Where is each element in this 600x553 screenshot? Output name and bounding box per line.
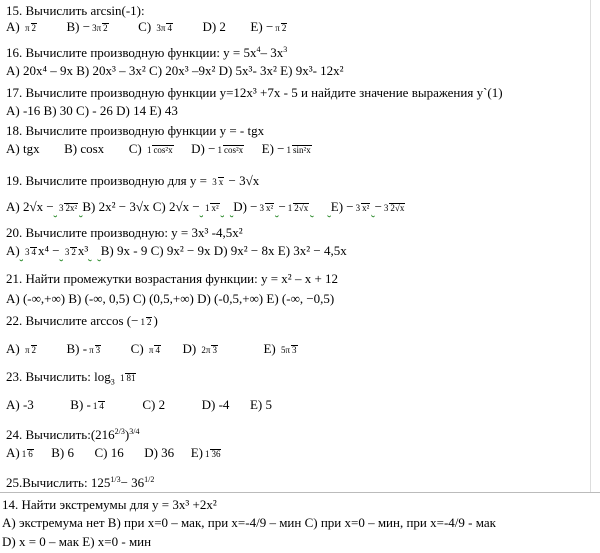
fraction: π 3	[89, 344, 101, 355]
question-17: 17. Вычислите производную функции y=12x³ +7x - 5 и найдите значение выражения y`(1)	[6, 85, 503, 100]
question-23: 23. Вычислить: $\log_3 1$ 81	[6, 369, 136, 387]
question-19: 19. Вычислите производную для y = 3 x − 3√x	[6, 173, 260, 188]
question-21: 21. Найти промежутки возрастания функции: y = x² – x + 12	[6, 271, 339, 286]
fraction: 3 x	[212, 176, 224, 187]
question-25: 25.Вычислить: $125^{1/3}- 36^{1/2}$	[6, 475, 155, 491]
fraction: 3 x²	[355, 202, 370, 213]
divider	[0, 492, 600, 493]
question-17-answers: A) -16 B) 30 C) - 26 D) 14 E) 43	[6, 103, 178, 118]
question-21-answers: A) (-∞,+∞) B) (-∞, 0,5) C) (0,5,+∞) D) (-0,5,+∞) E) (-∞, −0,5)	[6, 291, 335, 306]
question-18: 18. Вычислите производную функции y = - tgx	[6, 123, 265, 138]
fraction: 1 4	[92, 400, 104, 411]
fraction: 1 cos²x	[217, 144, 244, 155]
fraction: 1 81	[119, 372, 136, 383]
question-15-answers: A) π 2 B) − 3π 2 C) 3π 4 D) 2 E) − π 2	[6, 19, 287, 34]
fraction: 1 36	[204, 448, 221, 459]
fraction: 5π 3	[281, 344, 297, 355]
fraction: 1 6	[21, 448, 33, 459]
question-20: 20. Вычислите производную: y = 3x³ -4,5x²	[6, 225, 243, 240]
fraction: π 4	[148, 344, 160, 355]
question-title: 15. Вычислить arcsin(-1):	[6, 3, 145, 18]
fraction: π 2	[275, 22, 287, 33]
question-15	[6, 4, 145, 17]
fraction: 3 x²	[259, 202, 274, 213]
question-23-answers: A) -3 B) - 1 4 C) 2 D) -4 E) 5	[6, 397, 272, 412]
question-19-answers: A) 2√x − 3 2x² B) 2x² − 3√x C) 2√x − 1 x² D) − 3 x² − 1 2√x E) − 3 x² − 3 2√x	[6, 199, 405, 214]
question-24: 24. $Вычислить:(216^{2/3})^{3/4}$	[6, 427, 140, 443]
question-14-answers-line1: A) экстремума нет B) при x=0 – мак, при x=-4/9 – мин C) при x=0 – мин, при x=-4/9 - мак	[2, 515, 496, 530]
fraction: 3π 4	[156, 22, 172, 33]
question-24-answers: A) 1 6 B) 6 C) 16 D) 36 E) 1 36	[6, 445, 221, 460]
fraction: 1 2	[140, 316, 152, 327]
question-18-answers: A) tgx B) cosx C) 1 cos²x D) − 1 cos²x E) − 1 sin²x	[6, 141, 311, 156]
fraction: 3π 2	[92, 22, 108, 33]
question-22-answers: A) π 2 B) - π 3 C) π 4 D) 2π 3 E) 5π 3	[6, 341, 297, 356]
fraction: 3 2√x	[383, 202, 405, 213]
fraction: 2π 3	[201, 344, 217, 355]
fraction: 1 sin²x	[286, 144, 311, 155]
fraction: 1 cos²x	[146, 144, 173, 155]
question-14: 14. Найти экстремумы для y = 3x³ +2x²	[2, 497, 217, 512]
fraction: 1 x²	[204, 202, 219, 213]
fraction: 3 2x²	[58, 202, 78, 213]
question-16-answers: A) 20x⁴ – 9x B) 20x³ – 3x² C) 20x³ –9x² D) 5x³- 3x² E) 9x³- 12x²	[6, 63, 344, 78]
fraction: π 2	[24, 22, 37, 33]
fraction: π 2	[24, 344, 37, 355]
question-14-answers-line2: D) x = 0 – мак E) x=0 - мин	[2, 534, 152, 549]
column-edge	[590, 0, 591, 492]
fraction: 3 2	[64, 246, 76, 257]
fraction: 3 4	[24, 246, 36, 257]
question-22: 22. Вычислите arccos (− 1 2 )	[6, 313, 158, 328]
question-20-answers: A) 3 4 x⁴ − 3 2 x³ B) 9x - 9 C) 9x² − 9x D) 9x² − 8x E) 3x² − 4,5x	[6, 243, 347, 258]
fraction: 1 2√x	[287, 202, 309, 213]
question-16: 16. Вычислите производную функции: $y = 5x^4-$ $3x^3$	[6, 45, 288, 61]
